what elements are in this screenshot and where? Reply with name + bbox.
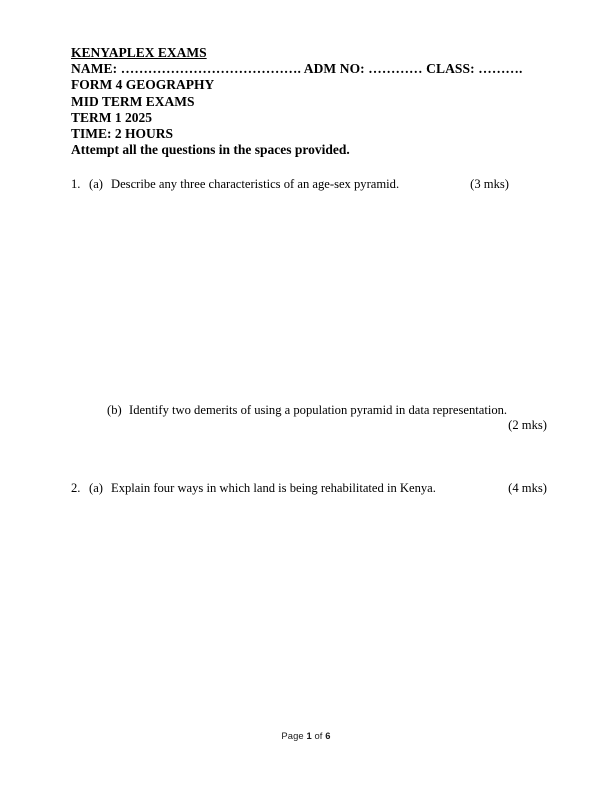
- question-1b-letter: (b): [107, 403, 122, 418]
- page-content: [71, 45, 551, 716]
- subject-line: FORM 4 GEOGRAPHY: [71, 77, 215, 93]
- question-2a-answer-space[interactable]: [71, 496, 551, 716]
- question-2a-marks: (4 mks): [508, 481, 547, 496]
- question-1a-text: Describe any three characteristics of an age-sex pyramid.: [111, 177, 400, 192]
- exam-header: [71, 45, 551, 158]
- question-2a-letter: (a): [89, 481, 103, 496]
- organization-title: KENYAPLEX EXAMS: [71, 45, 207, 60]
- question-2: [71, 481, 551, 716]
- question-1a-marks: (3 mks): [470, 177, 509, 192]
- question-1a-answer-space[interactable]: [71, 192, 551, 403]
- footer-current-page: 1: [306, 730, 312, 741]
- term-line: TERM 1 2025: [71, 109, 152, 125]
- footer-separator: of: [314, 730, 323, 741]
- question-1: [71, 177, 551, 481]
- student-details-line: NAME: …………………………………. ADM NO: ………… CLASS: ……….: [71, 61, 523, 77]
- footer-total-pages: 6: [325, 730, 331, 741]
- question-2-number: 2.: [71, 481, 81, 496]
- header-spacer: [71, 158, 551, 177]
- question-1a-letter: (a): [89, 177, 103, 192]
- question-2a-text: Explain four ways in which land is being rehabilitated in Kenya.: [111, 481, 436, 496]
- question-1-part-b: [71, 403, 569, 418]
- question-1b-marks: (2 mks): [508, 418, 547, 433]
- question-2-part-a: [71, 481, 551, 496]
- time-allowed-line: TIME: 2 HOURS: [71, 126, 174, 142]
- page-footer: [0, 730, 612, 741]
- footer-prefix: Page: [281, 730, 304, 741]
- question-1-part-a: [71, 177, 551, 192]
- question-1-number: 1.: [71, 177, 81, 192]
- question-1b-answer-space[interactable]: [71, 433, 551, 481]
- exam-type-line: MID TERM EXAMS: [71, 93, 195, 109]
- question-1b-text: Identify two demerits of using a population pyramid in data representation.: [129, 403, 508, 418]
- instruction-line: Attempt all the questions in the spaces provided.: [71, 142, 350, 158]
